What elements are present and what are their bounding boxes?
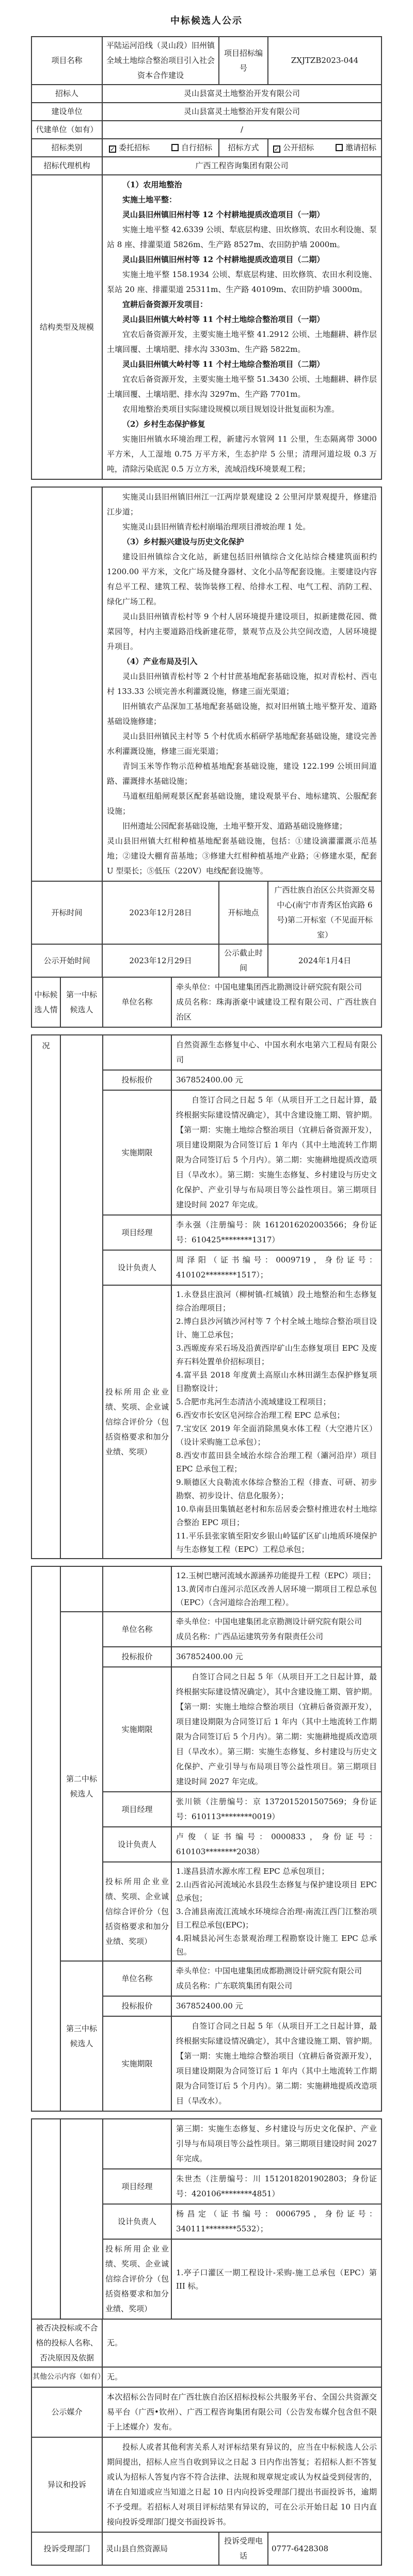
publish-media-label: 公示媒介	[32, 2387, 102, 2437]
paragraph: 实施灵山县旧州镇旧州江一江两岸景观建设 2 公里河岸景观提升，修建沿江步道；	[107, 492, 377, 516]
project-name-value: 平陆运河沿线（灵山段）旧州镇全域土地综合整治项目引入社会资本合作建设	[102, 37, 218, 84]
candidate-2-period-value	[171, 1666, 381, 1791]
open-time-label: 开标时间	[32, 881, 102, 944]
paragraph: 13.黄冈市白莲河示范区改善人居环境一期项目工程总承包（EPC）（含河道综合治理工程）。	[176, 1584, 377, 1607]
candidate-1-designer-value: 周泽阳（证书编号：0009719，身份证号：410102********1517）；	[171, 1250, 381, 1285]
objection-value	[102, 2437, 381, 2532]
candidate-1-period-label: 实施期限	[102, 1090, 171, 1214]
scale-content-part2	[102, 488, 381, 881]
paragraph: 宜农后备资源开发，主要实施土地平整 51.3430 公顷、土地翻耕、耕作层土壤回覆、土壤培肥、排水沟 3297m、生产路 7701m。	[107, 375, 377, 399]
bid-category-label: 招标类别	[32, 138, 102, 156]
bid-method-checked-option: 公开招标	[282, 143, 314, 152]
paragraph: 2.博白县沙河镇沙河村等 7 个村全域土地综合整治项目设计、施工总承包；	[176, 1317, 377, 1339]
paragraph: 6.西安市长安区皂河综合治理工程 EPC 总承包；	[176, 1411, 345, 1420]
candidate-2-period-label: 实施期限	[102, 1666, 171, 1791]
candidate-2-price-value: 367852400.00 元	[171, 1646, 381, 1666]
candidate-1-unit-label: 单位名称	[102, 977, 171, 1027]
paragraph: 11.平乐县张家镇至阳安乡银山岭锰矿区矿山地质环境保护与生态修复工程（EPC）工程总承包；	[176, 1531, 377, 1554]
publish-start-label: 公示开始时间	[32, 944, 102, 977]
table-segment-5	[31, 2118, 382, 2566]
candidate-3-period-value	[171, 2016, 381, 2111]
paragraph: 灵山县旧州镇旧州村等 12 个村耕地提质改造项目（一期）	[122, 210, 325, 219]
candidate-3-manager-label: 项目经理	[102, 2168, 171, 2204]
tenderer-label: 招标人	[32, 84, 102, 102]
paragraph: 农用地整治类项目实际建设规模以项目规划设计批复面积为准。	[122, 404, 340, 414]
publish-end-label: 公示截止时间	[218, 944, 267, 977]
page-break	[31, 1028, 382, 1034]
checkbox-checked-icon: ✓	[274, 145, 280, 153]
paragraph: 实施土地平整 42.6339 公顷、犁底层构建、田坎修筑、农田水利设施、泵站 8 座、排灌渠道 5826m、生产路 8527m、农田防护墙 2000m。	[107, 225, 377, 249]
candidate-1-period-value	[171, 1090, 381, 1214]
candidate-3-unit-value	[171, 1961, 381, 1996]
publish-media-value: 本次招标公告同时在广西壮族自治区招标投标公共服务平台、全国公共资源交易平台（广西•钦州）、广西工程咨询集团有限公司（公告发布媒介包含但不限于上述媒介）发布。	[102, 2387, 381, 2437]
rejected-bidders-label: 被否决投标或不合格的投标人名称、否决原因及依据	[32, 2319, 102, 2367]
paragraph: （3）乡村振兴建设与历史文化保护	[122, 537, 244, 546]
agency-value: 广西工程咨询集团有限公司	[102, 156, 381, 174]
paragraph: 3.合浦县南流江流域水环境综合治理-南流江西门江整治项目工程总承包(EPC)；	[176, 1907, 377, 1930]
complaint-tel-label: 投诉受理电话	[218, 2532, 267, 2565]
paragraph: 马道枢纽船闸观景区配套基础设施，建设观景平台、地标建筑、公服配套设施；	[107, 791, 377, 816]
builder-value: 灵山县富灵土地整治开发有限公司	[102, 102, 381, 120]
open-place-value: 广西壮族自治区公共资源交易中心(南宁市青秀区怡宾路 6 号)第二开标室（不见面开标室）	[267, 881, 381, 944]
candidate-1-unit-value	[171, 977, 381, 1027]
paragraph: 宜农后备资源开发，主要实施土地平整 41.2912 公顷、土地翻耕、耕作层土壤回覆、土壤培肥、排水沟 3303m、生产路 5822m。	[107, 330, 377, 354]
candidate-3-members: 成员名称：广东联筑集团有限公司	[176, 1981, 293, 1990]
paragraph: 实施土地平整 158.1934 公顷、犁底层构建、田坎修筑、农田水利设施、泵站 20 座、排灌渠道 25311m、生产路 40109m、农田防护墙 3000m。	[107, 270, 377, 294]
paragraph: 实施灵山县旧州镇青松村崩塌治理项目滑坡治理 1 处。	[122, 522, 311, 531]
candidate-1-lead-unit: 牵头单位：中国电建集团西北勘测设计研究院有限公司	[176, 982, 362, 992]
paragraph: 9.顺德区大良勒流水体综合整治工程（排查、可研、初步勘察、初步设计、信息化服务）；	[176, 1478, 377, 1500]
candidate-3-unit-label: 单位名称	[102, 1961, 171, 1996]
page-title: 中标候选人公示	[170, 15, 243, 26]
page-break	[31, 2112, 382, 2118]
candidate-3-rank-label: 第三中标候选人	[60, 1961, 102, 2111]
candidate-1-achievements-label-spacer	[102, 1567, 171, 1611]
candidate-1-members-continued: 自然资源生态修复中心、中国水利水电第六工程局有限公司	[171, 1035, 381, 1070]
candidate-2-designer-label: 设计负责人	[102, 1826, 171, 1861]
paragraph: 10.阜南县田集镇赵老村和东岳居委会整村推进农村土地综合整治 EPC 项目；	[176, 1504, 377, 1527]
candidates-section-spacer	[32, 2119, 60, 2319]
rejected-bidders-value: 无。	[102, 2319, 381, 2367]
bid-category-checked-option: 委托招标	[118, 143, 150, 152]
candidate-1-unit-label-spacer	[102, 1035, 171, 1070]
project-name-label: 项目名称	[51, 56, 83, 65]
paragraph: 灵山县旧州镇青松村等 9 个村人居环境提升建设项目，拟新建微花园、微菜园等，村内主要道路沿线新建花带，景观节点及公共空间改造，人居环境提升项目。	[107, 612, 377, 651]
candidate-2-unit-value	[171, 1611, 381, 1646]
candidate-1-price-label: 投标报价	[102, 1070, 171, 1090]
candidate-3-rank-spacer	[60, 2119, 102, 2319]
paragraph: 自签订合同之日起 5 年（从项目开工之日起计算，最终根据实际建设情况确定），其中含建设施工期、管护期。【第一期：实施土地综合整治项目（宜耕后备资源开发），项目建设期限为合同签订后 1 年内（其中土地流转工作期限为合同签订后 5 个月内）。第二期：实施耕地提质改造项目（旱改水）。	[176, 2021, 377, 2105]
publish-end-value: 2024年1月4日	[267, 944, 381, 977]
candidates-section-label: 中标候选人情	[32, 977, 60, 1027]
objection-label: 异议和投诉	[32, 2437, 102, 2532]
paragraph: 第三期：实施生态修复、乡村建设与历史文化保护、产业引导与布局项目等公益性项目。第三期项目建设时间 2027 年完成。	[176, 2124, 377, 2163]
paragraph: 3.西塬废弃采石场及沿黄西岸矿山生态修复项目 EPC 及废弃石料处置单价招标项目；	[176, 1343, 377, 1366]
open-place-label: 开标地点	[218, 881, 267, 944]
tenderer-value: 灵山县富灵土地整治开发有限公司	[102, 84, 381, 102]
paragraph: 宜耕后备资源开发项目：	[122, 300, 208, 309]
paragraph: 12.玉树巴塘河流域水源涵养功能提升工程（EPC）项目；	[176, 1571, 376, 1580]
candidate-2-designer-value: 卢俊（证书编号：0000833，身份证号：610103********2038）	[171, 1826, 381, 1861]
candidate-3-manager-value: 朱世杰（注册编号：川 1512018201902803；身份证号：420106********4851）	[171, 2168, 381, 2204]
candidate-1-members: 成员名称：珠海浙豪中诚建设工程有限公司、广西壮族自治区	[176, 997, 377, 1022]
candidate-2-achievements-label: 投标所用企业业绩、奖项、企业诚信综合评价分（包括资格要求和加分业绩、奖项）	[102, 1861, 171, 1961]
paragraph: 灵山县旧州镇大红柑种植基地配套基础设施，包括：①建设滴灌灌溉示范基地；②建设大棚育苗基地；③修建大红柑种植基地产业路；④修建水渠，配套 U 型渠长；⑤低压（220V）电线配套设施等。	[107, 836, 377, 876]
agent-build-value: /	[102, 120, 381, 138]
candidate-1-manager-value: 李永强（注册编号：陕 1612016202003566；身份证号：610425********1317）	[171, 1214, 381, 1250]
bid-method-value	[267, 138, 381, 156]
candidate-2-members: 成员名称：广西品运建筑劳务有限责任公司	[176, 1632, 324, 1641]
page-break	[31, 1559, 382, 1566]
checkbox-checked-icon: ✓	[109, 145, 116, 153]
candidate-2-manager-value: 张川锁（注册编号：京 1372015201507569；身份证号：610113********0019）	[171, 1791, 381, 1826]
candidate-2-unit-label: 单位名称	[102, 1611, 171, 1646]
candidate-2-lead-unit: 牵头单位：中国电建集团北京勘测设计研究院有限公司	[176, 1617, 362, 1626]
paragraph: 灵山县旧州镇民主村等 5 个村优质水稻研学基地配套基础设施，建设完善水利灌溉设施，修建三面光渠道；	[107, 732, 377, 756]
bid-category-value	[102, 138, 218, 156]
paragraph: 自签订合同之日起 5 年（从项目开工之日起计算，最终根据实际建设情况确定），其中含建设施工期、管护期。【第一期：实施土地综合整治项目（宜耕后备资源开发），项目建设期限为合同签订后 1 年内（其中土地流转工作期限为合同签订后 5 个月内）。第二期：实施耕地提质改造项目（旱改水）。第三期：实施生态修复、乡村建设与历史文化保护、产业引导与布局项目等公益性项目。第三期项目建设时间 2027 年完成。	[176, 1672, 377, 1786]
paragraph: 自签订合同之日起 5 年（从项目开工之日起计算，最终根据实际建设情况确定），其中含建设施工期、管护期。【第一期：实施土地综合整治项目（宜耕后备资源开发），项目建设期限为合同签订后 1 年内（其中土地流转工作期限为合同签订后 5 个月内）。第二期：实施耕地提质改造项目（旱改水）。第三期：实施生态修复、乡村建设与历史文化保护、产业引导与布局项目等公益性项目。第三期项目建设时间 2027 年完成。	[176, 1095, 377, 1209]
complaint-dept-label: 投诉受理部门	[32, 2532, 102, 2565]
candidate-1-price-value: 367852400.00 元	[171, 1070, 381, 1090]
checkbox-unchecked-icon	[336, 144, 343, 151]
paragraph: 1.亭子口灌区一期工程设计-采购-施工总承包（EPC）第 III 标。	[176, 2267, 377, 2291]
table-segment-3	[31, 1034, 382, 1559]
scale-label-continued	[32, 488, 102, 881]
paragraph: 投标人或者其他利害关系人对评标结果有异议的，应当在中标候选人公示期间提出，招标人应当自收到异议之日起 3 日内作出答复；若招标人拒不答复或认为招标人答复内容不符合法律、法规和规章规定或认为权益受到侵害的，请在自知道或应当知道之日起 10 日内向投诉受理部门提出书面投诉书，逾期不予受理。若招标人对项目评标结果有异议的，可在公示开始日起 10 日内直接向投诉受理部门提交书面投诉书。	[107, 2442, 377, 2526]
checkbox-unchecked-icon	[171, 144, 179, 151]
candidate-3-price-label: 投标报价	[102, 1996, 171, 2016]
paragraph: 7.宝安区 2019 年全面消除黑臭水体工程（大空港片区）（设计采购施工总承包）；	[176, 1424, 377, 1447]
candidate-2-achievements-list	[171, 1861, 381, 1961]
bid-category-unchecked-option: 自行招标	[181, 143, 213, 152]
agency-label: 招标代理机构	[32, 156, 102, 174]
candidate-1-achievements-label: 投标所用企业业绩、奖项、企业诚信综合评价分（包括资格要求和加分业绩、奖项）	[102, 1285, 171, 1558]
paragraph: 建设旧州镇综合文化站，新建包括旧州镇综合文化站综合楼建筑面积约 1200.00 平方米，文化广场及健身器材、文化小品等配套设施。主要建设内容有总平工程、建筑工程、装饰装修工程、给排水工程、电气工程、消防工程、绿化广场工程。	[107, 552, 377, 606]
scale-label: 结构类型及规模	[32, 174, 102, 479]
paragraph: 灵山县旧州镇大岭村等 11 个村土地综合整治项目（二期）	[122, 360, 325, 369]
paragraph: 灵山县旧州镇旧州村等 12 个村耕地提质改造项目（二期）	[122, 255, 325, 264]
candidate-3-achievements-list	[171, 2239, 381, 2319]
candidate-1-rank-spacer	[60, 1567, 102, 1611]
bid-number-value: ZXJTZB2023-044	[267, 37, 381, 84]
paragraph: 实施土地平整：	[122, 195, 177, 204]
candidate-2-price-label: 投标报价	[102, 1646, 171, 1666]
candidates-section-spacer	[32, 1567, 60, 2111]
candidate-3-designer-value: 杨昌定（证书编号：0006795，身份证号：340111********5532）；	[171, 2204, 381, 2239]
candidates-section-label-continued: 况	[42, 1041, 50, 1050]
table-segment-1	[31, 36, 382, 480]
builder-label: 建设单位	[32, 102, 102, 120]
paragraph: 2.山西省沁河流域沁水县段生态修复与保护建设项目 EPC 总承包；	[176, 1880, 377, 1903]
candidate-2-manager-label: 项目经理	[102, 1791, 171, 1826]
candidate-1-designer-label: 设计负责人	[102, 1250, 171, 1285]
candidate-3-achievements-label: 投标所用企业业绩、奖项、企业诚信综合评价分（包括资格要求和加分业绩、奖项）	[102, 2239, 171, 2319]
candidate-1-rank-label: 第一中标候选人	[60, 977, 102, 1027]
candidate-1-manager-label: 项目经理	[102, 1214, 171, 1250]
candidate-3-period-label: 实施期限	[102, 2016, 171, 2111]
paragraph: 灵山县旧州镇青松村等 2 个村甘蔗基地配套基础设施，拟对青松村、西屯村 133.33 公顷完善水利灌溉设施，修建三面光渠道；	[107, 672, 377, 696]
paragraph: 8.西安市蓝田县全域治水综合治理工程（灞河沿岸）项目 EPC 总承包工程；	[176, 1451, 377, 1473]
paragraph: 旧州遗址公园配套基础设施，土地平整开发、道路基础设施修建；	[122, 821, 347, 831]
paragraph: （1）农用地整治	[122, 180, 182, 189]
candidate-1-achievements-list-continued	[171, 1567, 381, 1611]
table-segment-4	[31, 1566, 382, 2112]
agent-build-label: 代建单位（如有）	[32, 120, 102, 138]
paragraph: （2）乡村生态保护修复	[122, 419, 205, 429]
candidate-3-price-value: 367852400.00 元	[171, 1996, 381, 2016]
paragraph: 1.永登县庄浪河（柳树镇-红城镇）段土地整治和生态修复综合治理项目；	[176, 1290, 377, 1313]
complaint-dept-value: 灵山县自然资源局	[102, 2532, 218, 2565]
open-time-value: 2023年12月28日	[102, 881, 218, 944]
bid-number-label: 项目招标编号	[218, 37, 267, 84]
scale-content-part1	[102, 174, 381, 479]
paragraph: 灵山县旧州镇大岭村等 11 个村土地综合整治项目（一期）	[122, 315, 325, 324]
paragraph: 旧州镇农产品深加工基地配套基础设施，拟对旧州镇土地平整开发、道路基础设施修建；	[107, 702, 377, 726]
paragraph: （4）产业布局及引入	[122, 657, 198, 666]
bid-method-label: 招标方式	[218, 138, 267, 156]
candidate-3-designer-label: 设计负责人	[102, 2204, 171, 2239]
publish-start-value: 2023年12月29日	[102, 944, 218, 977]
other-content-value: 无。	[102, 2367, 381, 2387]
candidate-3-period-label-spacer	[102, 2119, 171, 2168]
candidate-2-rank-label: 第二中标候选人	[60, 1611, 102, 1961]
other-content-label: 其他公示内容（如有）	[32, 2367, 102, 2387]
paragraph: 实施旧州镇水环境治理工程，新建污水管网 11 公里，生态隔离带 3000 平方米，人工湿地 0.75 万平方米，生态护岸 5 公里；清理河道垃圾 0.3 万吨，清除污染底泥 0.5 万立方米，流域沿线环境景观工程；	[107, 434, 377, 474]
paragraph: 1.遂昌县清水源水库工程 EPC 总承包项目；	[176, 1867, 329, 1876]
paragraph: 4.阳城县沁河生态景观治理工程勘察设计施工 EPC 总承包。	[176, 1934, 377, 1956]
table-segment-2	[31, 487, 382, 1028]
paragraph: 青饲玉米等作物示范种植基地配套基础设施，建设 122.199 公顷田间道路、灌溉排水基础设施；	[107, 762, 377, 786]
candidate-3-period-continued	[171, 2119, 381, 2168]
paragraph: 5.合肥市兆河生态清洁小流域建设工程项目；	[176, 1397, 331, 1406]
bid-method-unchecked-option: 邀请招标	[345, 143, 377, 152]
candidate-3-lead-unit: 牵头单位：中国电建集团成都勘测设计研究院有限公司	[176, 1966, 362, 1975]
page-break	[31, 480, 382, 487]
paragraph: 4.富平县 2018 年度黄土高原山水林田湖生态保护修复项目勘察设计；	[176, 1370, 377, 1393]
complaint-tel-value: 0777-6428308	[267, 2532, 381, 2565]
candidate-1-achievements-list	[171, 1285, 381, 1558]
candidate-1-rank-spacer	[60, 1035, 102, 1558]
